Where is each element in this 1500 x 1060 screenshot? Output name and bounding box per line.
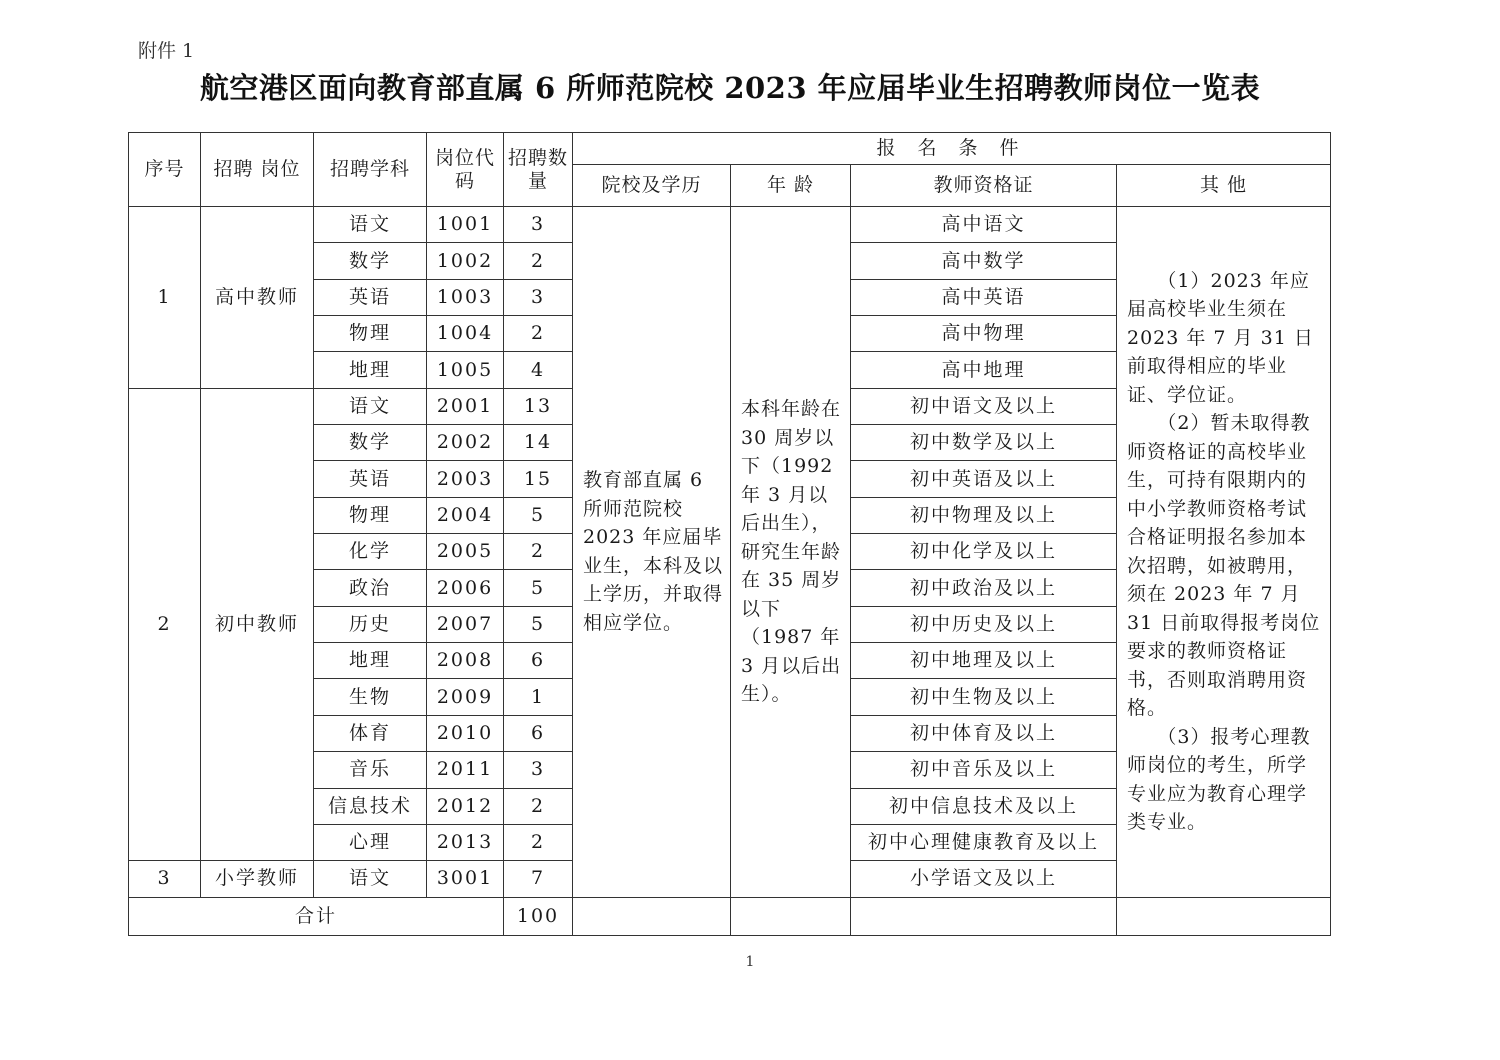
cert-cell: 初中化学及以上 [851, 534, 1117, 570]
cert-cell: 初中体育及以上 [851, 715, 1117, 751]
count-cell: 5 [504, 497, 573, 533]
header-age: 年 龄 [731, 165, 851, 207]
cert-cell: 高中地理 [851, 352, 1117, 388]
subject-cell: 语文 [314, 207, 427, 243]
subject-cell: 语文 [314, 388, 427, 424]
subject-cell: 地理 [314, 643, 427, 679]
table-row [129, 207, 1331, 243]
total-empty-cell [731, 897, 851, 935]
subject-cell: 物理 [314, 497, 427, 533]
subject-cell: 物理 [314, 316, 427, 352]
code-cell: 2005 [427, 534, 504, 570]
header-school: 院校及学历 [573, 165, 731, 207]
group-seq: 3 [129, 861, 201, 897]
total-empty-cell [1117, 897, 1331, 935]
subject-cell: 英语 [314, 461, 427, 497]
header-certificate: 教师资格证 [851, 165, 1117, 207]
page-title: 航空港区面向教育部直属 6 所师范院校 2023 年应届毕业生招聘教师岗位一览表 [199, 71, 1261, 105]
cert-cell: 小学语文及以上 [851, 861, 1117, 897]
header-subject: 招聘学科 [314, 133, 427, 207]
recruitment-table [128, 132, 1331, 936]
subject-cell: 信息技术 [314, 788, 427, 824]
cert-cell: 初中地理及以上 [851, 643, 1117, 679]
code-cell: 2010 [427, 715, 504, 751]
code-cell: 2001 [427, 388, 504, 424]
cert-cell: 初中音乐及以上 [851, 752, 1117, 788]
cert-cell: 初中心理健康教育及以上 [851, 824, 1117, 860]
count-cell: 2 [504, 316, 573, 352]
subject-cell: 音乐 [314, 752, 427, 788]
other-note-2: （2）暂未取得教师资格证的高校毕业生，可持有限期内的中小学教师资格考试合格证明报名参加本次招聘，如被聘用，须在 2023 年 7 月 31 日前取得报考岗位要求的教师资格证书，否则取消聘用资格。 [1127, 412, 1321, 720]
count-cell: 4 [504, 352, 573, 388]
cert-cell: 初中生物及以上 [851, 679, 1117, 715]
count-cell: 6 [504, 643, 573, 679]
total-empty-cell [573, 897, 731, 935]
header-count: 招聘数量 [504, 133, 573, 207]
subject-cell: 政治 [314, 570, 427, 606]
subject-cell: 生物 [314, 679, 427, 715]
code-cell: 2003 [427, 461, 504, 497]
count-cell: 5 [504, 570, 573, 606]
count-cell: 1 [504, 679, 573, 715]
age-requirement: 本科年龄在 30 周岁以下（1992 年 3 月以后出生），研究生年龄在 35 周岁以下（1987 年 3 月以后出生）。 [731, 207, 851, 898]
cert-cell: 高中数学 [851, 243, 1117, 279]
other-note-1: （1）2023 年应届高校毕业生须在 2023 年 7 月 31 日前取得相应的毕业证、学位证。 [1127, 269, 1314, 406]
code-cell: 1002 [427, 243, 504, 279]
code-cell: 2007 [427, 606, 504, 642]
cert-cell: 初中数学及以上 [851, 425, 1117, 461]
subject-cell: 化学 [314, 534, 427, 570]
code-cell: 2013 [427, 824, 504, 860]
count-cell: 3 [504, 279, 573, 315]
header-position: 招聘 岗位 [201, 133, 314, 207]
subject-cell: 英语 [314, 279, 427, 315]
count-cell: 14 [504, 425, 573, 461]
code-cell: 1004 [427, 316, 504, 352]
code-cell: 2012 [427, 788, 504, 824]
code-cell: 2006 [427, 570, 504, 606]
cert-cell: 初中历史及以上 [851, 606, 1117, 642]
group-seq: 1 [129, 207, 201, 389]
subject-cell: 历史 [314, 606, 427, 642]
total-count: 100 [504, 897, 573, 935]
total-row [129, 897, 1331, 935]
count-cell: 13 [504, 388, 573, 424]
count-cell: 3 [504, 207, 573, 243]
count-cell: 3 [504, 752, 573, 788]
header-other: 其 他 [1117, 165, 1331, 207]
cert-cell: 初中信息技术及以上 [851, 788, 1117, 824]
code-cell: 1001 [427, 207, 504, 243]
cert-cell: 高中物理 [851, 316, 1117, 352]
count-cell: 2 [504, 534, 573, 570]
header-seq: 序号 [129, 133, 201, 207]
subject-cell: 数学 [314, 425, 427, 461]
count-cell: 2 [504, 243, 573, 279]
other-note-3: （3）报考心理教师岗位的考生，所学专业应为教育心理学类专业。 [1127, 725, 1311, 834]
code-cell: 2008 [427, 643, 504, 679]
count-cell: 7 [504, 861, 573, 897]
count-cell: 2 [504, 824, 573, 860]
header-conditions: 报 名 条 件 [573, 133, 1331, 165]
page-number: 1 [745, 954, 755, 970]
code-cell: 2004 [427, 497, 504, 533]
header-code: 岗位代码 [427, 133, 504, 207]
group-position: 小学教师 [201, 861, 314, 897]
code-cell: 2009 [427, 679, 504, 715]
other-notes [1117, 207, 1331, 898]
subject-cell: 心理 [314, 824, 427, 860]
count-cell: 5 [504, 606, 573, 642]
cert-cell: 初中语文及以上 [851, 388, 1117, 424]
subject-cell: 体育 [314, 715, 427, 751]
cert-cell: 初中物理及以上 [851, 497, 1117, 533]
group-seq: 2 [129, 388, 201, 860]
cert-cell: 初中英语及以上 [851, 461, 1117, 497]
total-empty-cell [851, 897, 1117, 935]
code-cell: 1005 [427, 352, 504, 388]
cert-cell: 高中语文 [851, 207, 1117, 243]
group-position: 高中教师 [201, 207, 314, 389]
school-requirement: 教育部直属 6 所师范院校 2023 年应届毕业生，本科及以上学历，并取得相应学位。 [573, 207, 731, 898]
subject-cell: 语文 [314, 861, 427, 897]
count-cell: 15 [504, 461, 573, 497]
code-cell: 3001 [427, 861, 504, 897]
cert-cell: 初中政治及以上 [851, 570, 1117, 606]
code-cell: 2011 [427, 752, 504, 788]
attachment-label: 附件 1 [138, 40, 195, 62]
subject-cell: 地理 [314, 352, 427, 388]
group-position: 初中教师 [201, 388, 314, 860]
total-label: 合计 [129, 897, 504, 935]
count-cell: 2 [504, 788, 573, 824]
code-cell: 2002 [427, 425, 504, 461]
count-cell: 6 [504, 715, 573, 751]
cert-cell: 高中英语 [851, 279, 1117, 315]
code-cell: 1003 [427, 279, 504, 315]
subject-cell: 数学 [314, 243, 427, 279]
